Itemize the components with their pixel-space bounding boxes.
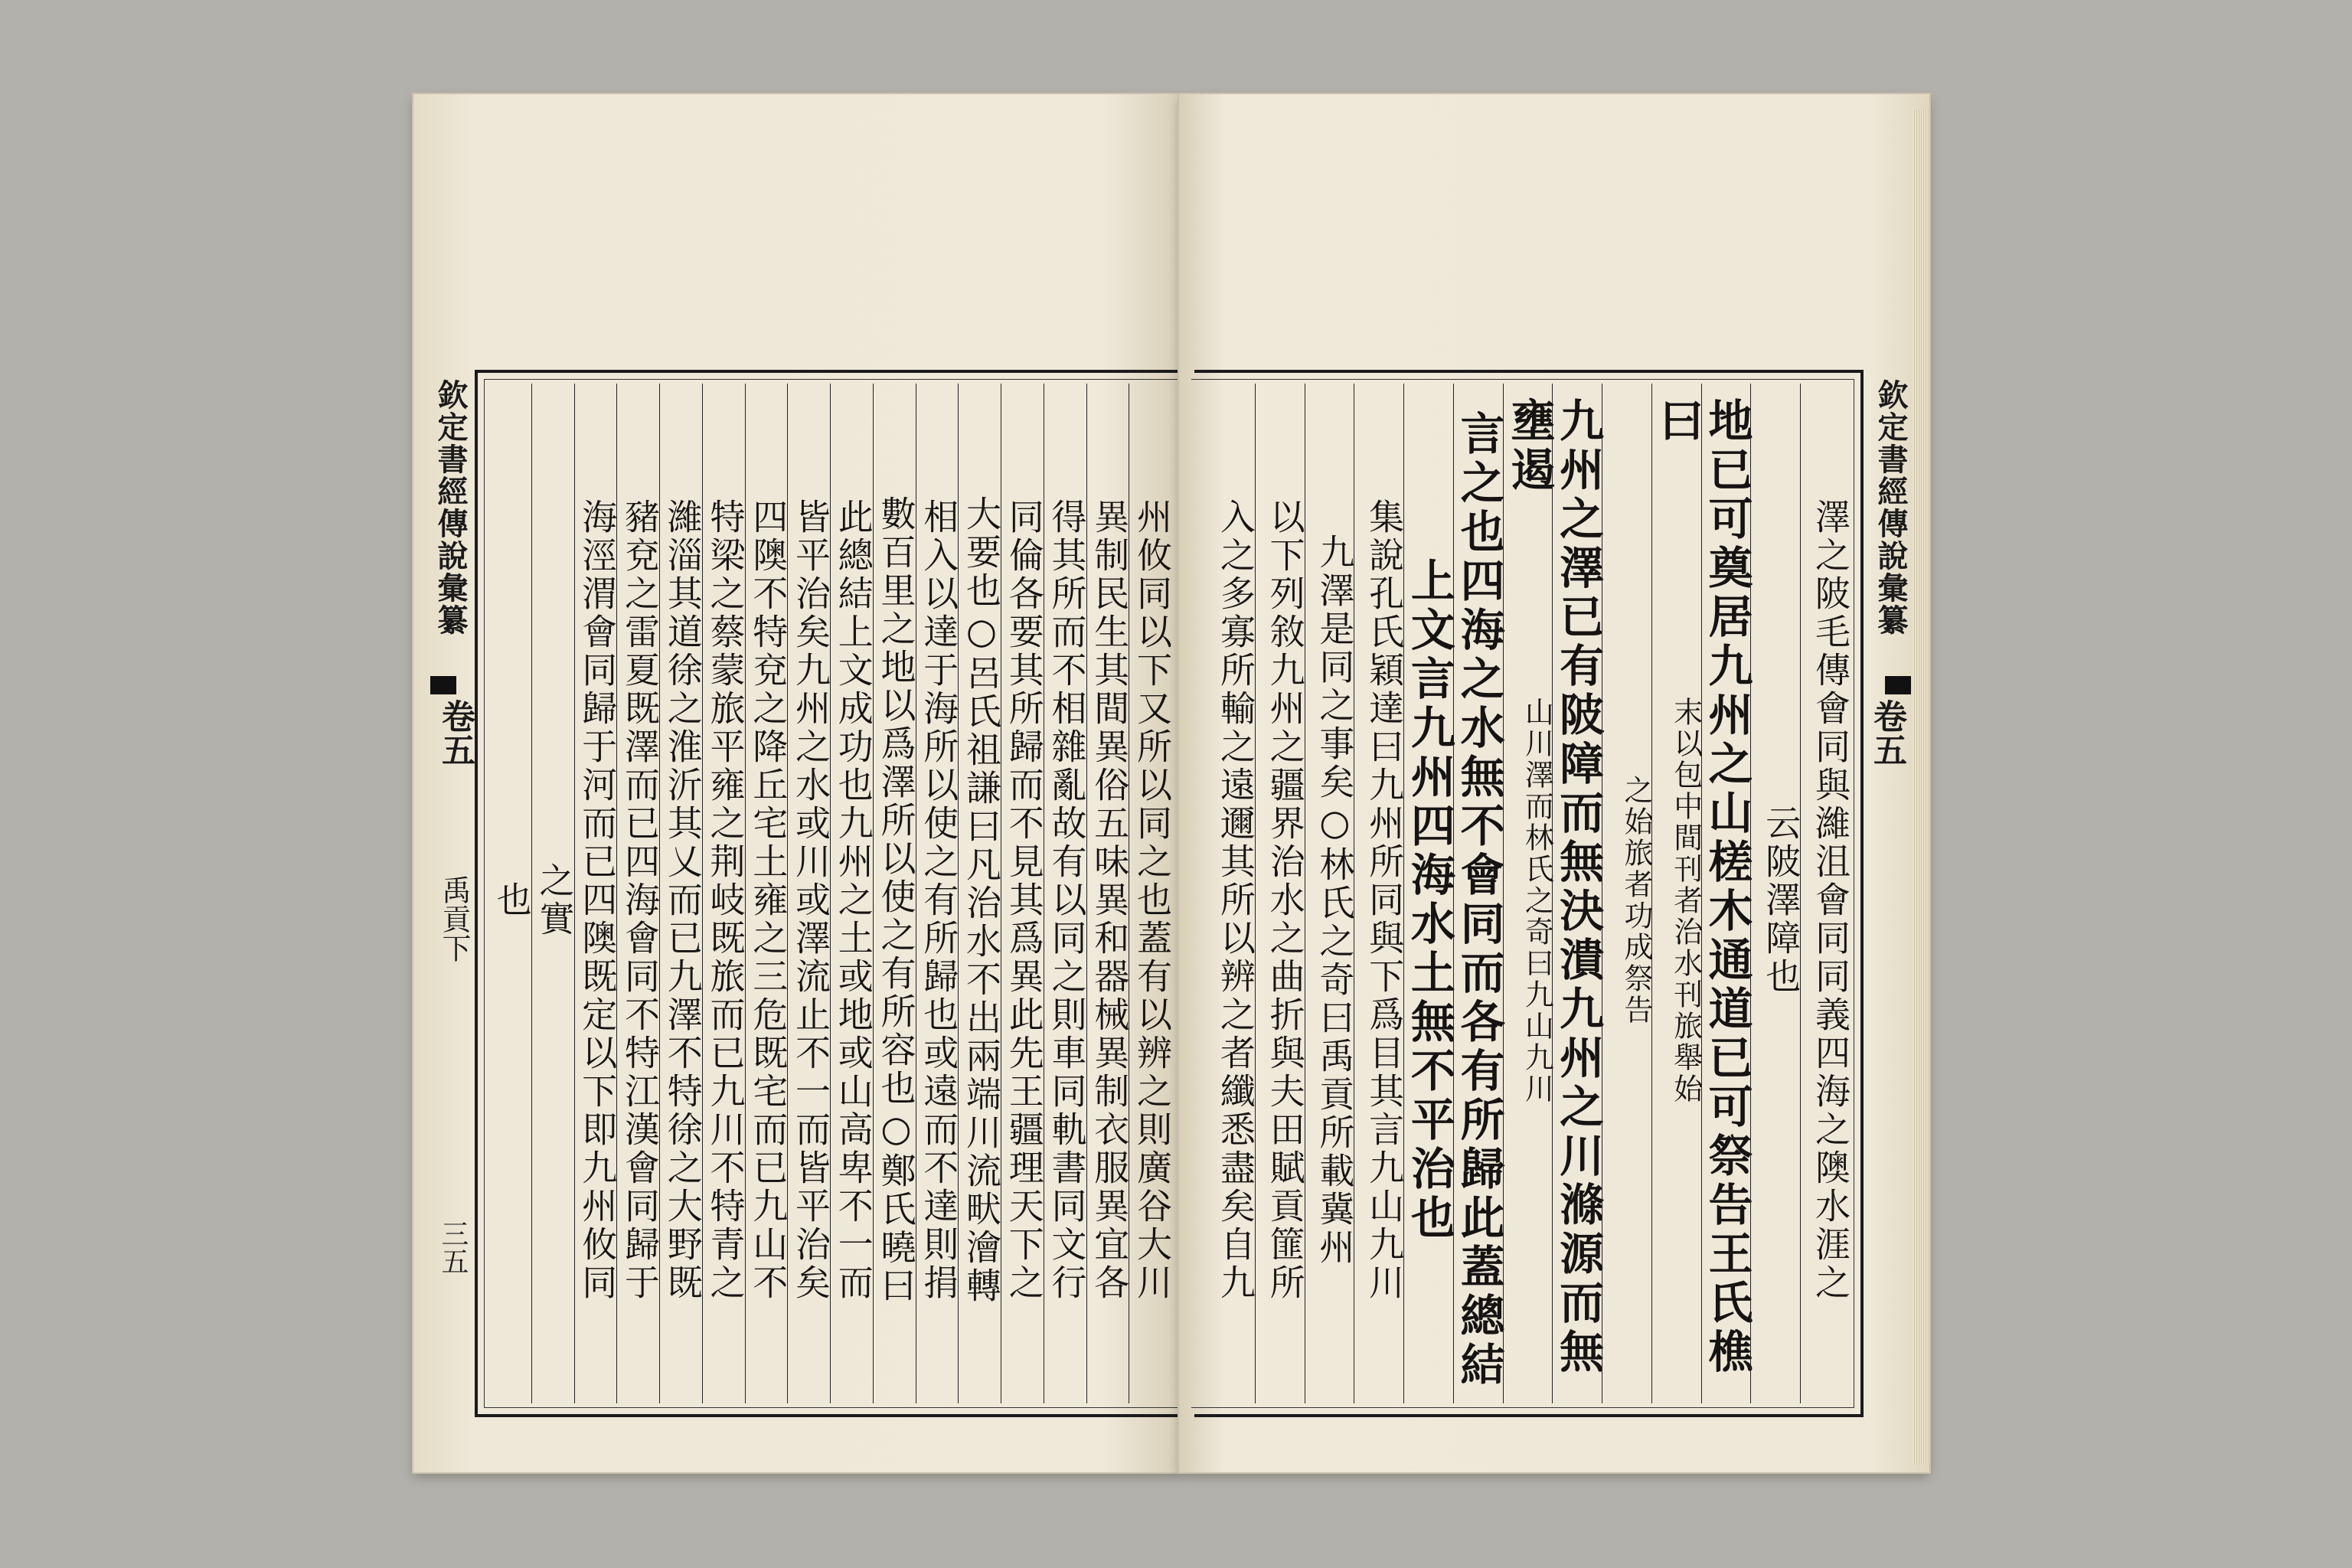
open-book [398,88,1945,1474]
fishtail-mark [1885,676,1911,694]
left-column-text: 此總結上文成功也九州之土或地或山高卑不一而 [832,498,874,1302]
left-column-text: 州攸同以下又所以同之也蓋有以辨之則廣谷大川 [1132,498,1173,1302]
left-column-text: 異制民生其間異俗五味異和器械異制衣服異宜各 [1089,498,1131,1302]
right-column [1453,384,1503,1403]
fishtail-mark [430,676,456,694]
right-column [1205,384,1255,1403]
left-column-text: 四隩不特兗之降丘宅土雍之三危既宅而已九山不 [747,498,789,1302]
left-column-text: 特梁之蔡蒙旅平雍之荆岐既旅而已九川不特青之 [704,498,746,1302]
right-column-text: 九州之澤已有陂障而無決潰九州之川滌源而無壅遏 [1503,397,1605,1377]
left-column-text: 豬兗之雷夏既澤而已四海會同不特江漢會同歸于 [619,498,661,1302]
right-column [1403,384,1453,1403]
right-column [1602,384,1651,1403]
right-text-frame [1194,370,1864,1417]
right-column [1651,384,1701,1403]
right-column-text: 九澤是同之事矣○林氏之奇曰禹貢所載冀州 [1314,534,1356,1267]
left-column-text: 濰淄其道徐之淮沂其乂而已九澤不特徐之大野既 [662,498,704,1302]
right-column [1255,384,1305,1403]
left-volume-label: 卷五 [436,699,475,766]
left-column [1044,384,1086,1403]
left-column [1086,384,1129,1403]
left-column-text: 皆平治矣九州之水或川或澤流止不一而皆平治矣 [790,498,831,1302]
right-column-text: 上文言九州四海水土無不平治也 [1403,557,1455,1243]
right-column-text: 云陂澤障也 [1760,805,1802,996]
left-column [488,384,531,1403]
left-columns [488,384,1171,1403]
left-column [873,384,916,1403]
left-column [745,384,788,1403]
left-column [702,384,745,1403]
right-page [1179,94,1929,1472]
right-column-text: 山川澤而林氏之奇曰九山九川 [1520,696,1554,1105]
left-column-text: 也 [491,881,533,920]
left-column-text: 相入以達于海所以使之有所歸也或遠而不達則捐 [918,498,960,1302]
left-column-text: 數百里之地以爲澤所以使之有所容也○鄭氏曉曰 [875,495,917,1305]
left-column [531,384,574,1403]
left-column [616,384,659,1403]
left-column [1001,384,1044,1403]
left-column [958,384,1001,1403]
left-column [659,384,702,1403]
left-column-text: 之實 [534,862,576,939]
right-column-text: 言之也四海之水無不會同而各有所歸此蓋總結 [1452,410,1505,1390]
right-column [1503,384,1553,1403]
right-column [1354,384,1406,1403]
left-column [916,384,959,1403]
right-column-text: 入之多寡所輸之遠邇其所以辨之者纖悉盡矣自九 [1214,498,1256,1302]
left-column-text: 海涇渭會同歸于河而已四隩既定以下即九州攸同 [577,498,619,1302]
right-column [1305,384,1354,1403]
left-column [787,384,830,1403]
right-column-text: 以下列敘九州之疆界治水之曲折與夫田賦貢篚所 [1264,498,1306,1302]
left-column-text: 得其所而不相雜亂故有以同之則車同軌書同文行 [1046,498,1088,1302]
right-column [1750,384,1800,1403]
right-column-text: 澤之陂毛傳會同與濰沮會同同義四海之隩水涯之 [1810,498,1851,1302]
right-column-text: 之始旅者功成祭告 [1619,775,1653,1026]
right-column-text: 地已可奠居九州之山槎木通道已可祭告王氏樵曰 [1651,397,1753,1377]
left-page [413,94,1179,1472]
left-chapter-label: 禹貢下 [437,875,471,962]
right-column-text: 集說孔氏穎達曰九州所同與下爲目其言九山九川 [1364,498,1406,1302]
right-column-text: 末以包中間刊者治水刊旅舉始 [1668,696,1703,1105]
left-margin-title: 欽定書經傳說彙纂 [433,379,469,636]
left-text-frame [475,370,1182,1417]
right-column [1800,384,1850,1403]
left-column [830,384,873,1403]
right-margin-title: 欽定書經傳說彙纂 [1873,379,1909,636]
right-columns [1205,384,1850,1403]
left-column-text: 大要也○呂氏祖謙曰凡治水不出兩端川流畎澮轉 [961,495,1002,1305]
left-column [1129,384,1171,1403]
left-page-number: 三五 [437,1220,469,1275]
page-edges [1913,109,1929,1465]
right-volume-label: 卷五 [1867,699,1906,766]
left-column-text: 同倫各要其所歸而不見其爲異此先王疆理天下之 [1003,498,1045,1302]
left-column [574,384,617,1403]
